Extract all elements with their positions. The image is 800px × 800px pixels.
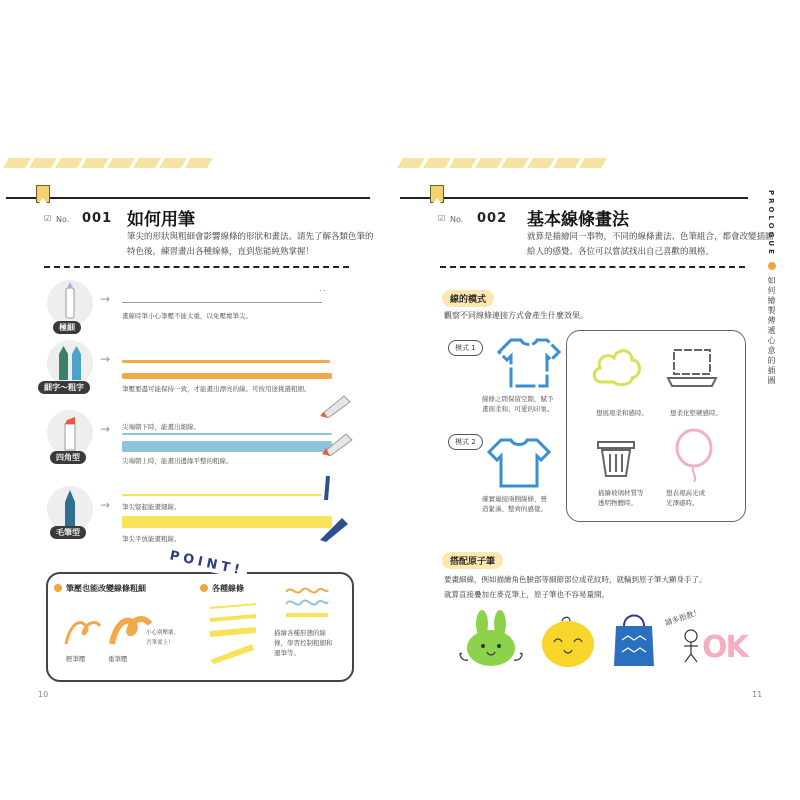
orange-thin-stroke (122, 360, 330, 363)
no-label: No. (450, 215, 464, 224)
basket-icon (596, 436, 636, 480)
pen-medium-circle (47, 340, 93, 386)
mode1-desc: 線條之間保留空隙，賦予 畫面柔和、可愛的印象。 (482, 395, 554, 413)
checkbox-icon: ☑ (438, 214, 446, 223)
section2-text: 要畫細線，例如描繪角色臉部等細節部位或花紋時，就輪到原子筆大顯身手了。 就算直接疊加在麥克筆上，原子筆也不容易量開。 (444, 575, 707, 599)
tshirt-gapped-icon (497, 336, 561, 390)
pen-note: 尖端朝上時，能畫出邊緣平整的粗線。 (122, 457, 233, 465)
chick-icon (540, 616, 596, 668)
sparkle-icon: ˙˙ (318, 290, 327, 300)
point-col1-title: 筆壓也能改變線條粗細 (66, 584, 146, 593)
side-dot (768, 262, 776, 270)
laptop-icon (666, 346, 718, 390)
tshirt-closed-icon (487, 436, 551, 490)
chevron-right-icon: → (100, 498, 111, 512)
bullet-dot (54, 584, 62, 592)
divider (44, 266, 349, 268)
cloud-icon (590, 344, 642, 392)
page-number-right: 11 (752, 690, 763, 699)
brush-tip-icon (316, 514, 350, 544)
caption-heavy: 重筆壓 (108, 655, 128, 663)
title-rule-right (400, 197, 748, 199)
speech-text: 請多指教！ (663, 607, 702, 628)
orange-thick-stroke (122, 373, 332, 379)
section-lead: 觀察不同線條連接方式會產生什麼效果。 (444, 311, 588, 320)
page-intro: 就算是描繪同一事物，不同的線條畫法、色筆組合，都會改變插圖 給人的感覺。各位可以嘗試找出自己喜歡的風格。 (527, 232, 774, 257)
mode2-desc: 確實連接兩側線條，營 造緊湊、整齊的感覺。 (482, 495, 547, 513)
fine-pen-icon (47, 280, 93, 326)
pen-note: 筆尖豎起能畫細線。 (122, 503, 181, 511)
pen-note: 筆尖平放能畫粗線。 (122, 535, 181, 543)
cloud-caption: 想展現柔和感時。 (596, 409, 648, 417)
chevron-right-icon: → (100, 292, 111, 306)
pen-chisel-circle (47, 410, 93, 456)
mode2-bubble: 模式 2 (448, 434, 483, 450)
point-badge: POINT! (164, 548, 248, 580)
page-title: 基本線條畫法 (527, 210, 629, 230)
fine-line-sample (122, 302, 322, 303)
yellow-thick-stroke (122, 516, 332, 528)
chevron-right-icon: → (100, 352, 111, 366)
side-title: 如何繪製傳遞心意的插圖 (767, 276, 776, 386)
ok-lettering: OK (702, 630, 747, 665)
swirl-strokes-icon (60, 604, 160, 654)
shopping-bag-icon (612, 608, 656, 668)
point-col2-title: 各種線條 (212, 584, 244, 593)
no-label: No. (56, 215, 70, 224)
washi-tape-right (400, 158, 604, 168)
stick-figure-icon (680, 628, 702, 664)
blue-thin-stroke (122, 433, 332, 435)
pen-note: 筆壓要盡可能保持一致，才能畫出漂亮的線。可按用途挑選粗細。 (122, 385, 311, 393)
blue-thick-stroke (122, 441, 332, 452)
side-label: PROLOGUE (767, 190, 775, 257)
washi-tape-left (6, 158, 210, 168)
pen-label-brush: 毛筆型 (50, 526, 86, 539)
pen-label-chisel: 四角型 (50, 451, 86, 464)
pen-note: 尖端朝下時，能畫出細線。 (122, 423, 200, 431)
chevron-right-icon: → (100, 422, 111, 436)
basket-caption: 描繪玻璃材質等 透明物體時。 (598, 489, 644, 507)
squiggle-strokes-icon (282, 584, 332, 620)
bullet-dot (200, 584, 208, 592)
mode1-bubble: 模式 1 (448, 340, 483, 356)
pen-label-fine: 極細 (53, 321, 81, 334)
item-number: 001 (82, 211, 113, 226)
section-tag-modes: 線的模式 (442, 290, 494, 307)
page-intro: 筆尖的形狀與粗細會影響線條的形狀和畫法。請先了解各類色筆的 特色後，練習畫出各種線條，直到您能純熟掌握！ (127, 232, 374, 257)
brush-tip-icon (318, 474, 338, 502)
laptop-caption: 想柔化堅硬感時。 (670, 409, 722, 417)
bunny-icon (456, 610, 528, 670)
marker-tip-icon (318, 430, 354, 456)
page-title: 如何用筆 (127, 210, 195, 230)
bookmark-icon (36, 185, 50, 203)
section-tag-ballpoint: 搭配原子筆 (442, 552, 503, 569)
item-number: 002 (477, 211, 508, 226)
pen-label-medium: 細字～粗字 (38, 381, 90, 394)
marker-tip-icon (318, 392, 354, 418)
pen-note: 畫線時筆小心筆壓不能太重，以免壓壞筆尖。 (122, 312, 252, 320)
yellow-thin-stroke (122, 494, 322, 496)
checkbox-icon: ☑ (44, 214, 52, 223)
twin-marker-icon (47, 340, 93, 386)
bookmark-icon (430, 185, 444, 203)
yellow-strokes-icon (206, 598, 266, 668)
page-number-left: 10 (38, 690, 49, 699)
balloon-icon (672, 428, 716, 484)
chisel-marker-icon (47, 410, 93, 456)
balloon-caption: 想表現高光或 光澤感時。 (666, 489, 705, 507)
point-col2-desc: 描繪各種形態的線 條，學習控制粗細和 運筆等。 (274, 629, 333, 657)
caption-light: 輕筆壓 (66, 655, 86, 663)
pen-fine-circle (47, 280, 93, 326)
side-note: 小心別壓壞， 吾筆要上！ (146, 630, 180, 646)
title-rule-left (6, 197, 370, 199)
divider (440, 266, 745, 268)
